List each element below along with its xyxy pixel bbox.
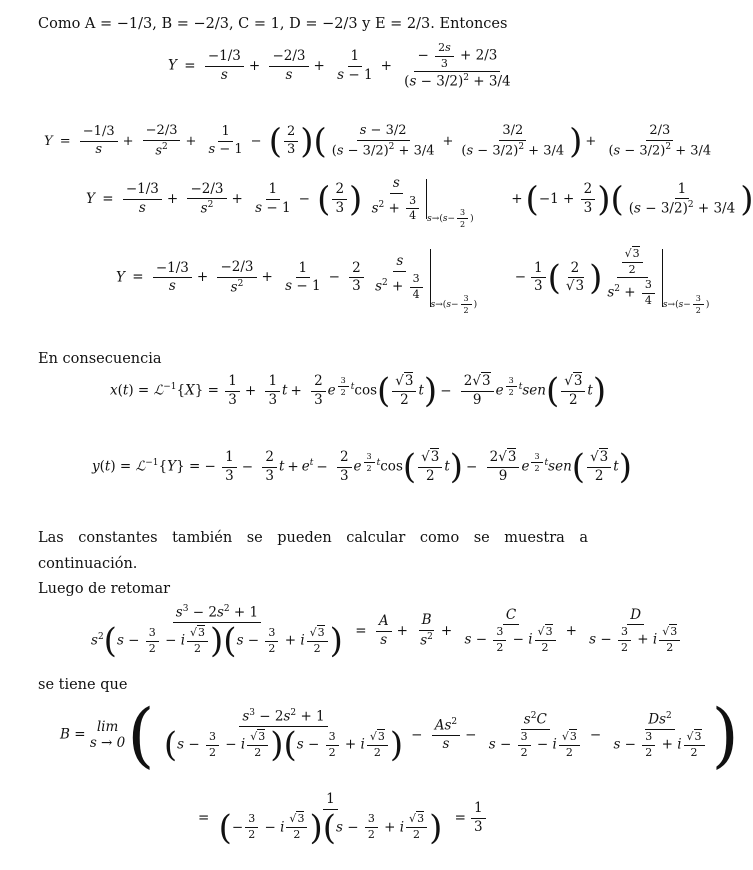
- equation-b-result: = 1 (− $\frac{3}{2}$ − i $\frac{√3}{2}$ )(s − $\frac{3}{2}$ + i $\frac{√3}{2}$ ) = $\frac{1}{3}$: [198, 792, 488, 845]
- equation-y-partial-fractions: Y = $\frac{-1/3}{s}$ + $\frac{-2/3}{s}$ + $\frac{1}{s - 1}$ + − $\frac{2s}{3}$ + 2/3 $(s - 3/2)^2 + 3/4$: [168, 41, 511, 90]
- constantes-text: Las constantes también se pueden calcular como se muestra a: [38, 530, 588, 546]
- equation-y-shifted-1: Y = $\frac{-1/3}{s}$ + $\frac{-2/3}{s^2}$ + $\frac{1}{s - 1}$ − ( $\frac{2}{3}$ ) s $s^2$ + $\frac{3}{4}$ $_{s\to(s- \frac{3}{2} )}$ +(−1 + $\frac{2}{3}$ )( $\frac{1}{(s - 3/2)^2 + 3/4}$ ): [86, 175, 753, 229]
- equation-b-limit: B = lim s → 0 ( $s^3 - 2s^2 + 1$ (s − $\frac{3}{2}$ − i $\frac{√3}{2}$ )(s − $\frac{3}{2}$ + i $\frac{√3}{2}$ ) − $\frac{As^2}{s}$ − $s^2C$ s − $\frac{3}{2}$ − i $\frac{√3}{2}$ − Ds$^2$ s − $\frac{3}{2}$ + i $\frac{√3}{2}$ ): [60, 694, 739, 776]
- setiene-text: se tiene que: [38, 677, 128, 693]
- consecuencia-text: En consecuencia: [38, 351, 162, 367]
- intro-text: Como A = −1/3, B = −2/3, C = 1, D = −2/3 y E = 2/3. Entonces: [38, 16, 508, 32]
- equation-complex-partial-fractions: $s^3 - 2s^2 + 1$ $s^2(s$ − $\frac{3}{2}$ − i $\frac{√3}{2}$ )(s − $\frac{3}{2}$ + i $\frac{√3}{2}$ ) = $\frac{A}{s}$ + $\frac{B}{s^2}$ + C s − $\frac{3}{2}$ − i $\frac{√3}{2}$ + D s − $\frac{3}{2}$ + i $\frac{√3}{2}$: [86, 604, 687, 658]
- continuacion-text: continuación.: [38, 556, 138, 572]
- luego-text: Luego de retomar: [38, 581, 171, 597]
- equation-x-t: x(t) = ℒ$^{-1}${X} = $\frac{1}{3}$ + $\frac{1}{3}$ t + $\frac{2}{3}$ e $^{\frac{3}{2} t}$cos( $\frac{√3}{2}$ t) − $\frac{2√3}{9}$ e $^{\frac{3}{2} t}$sen( $\frac{√3}{2}$ t): [110, 371, 607, 412]
- equation-y-expanded: Y = $\frac{-1/3}{s}$ + $\frac{-2/3}{s^2}$ + $\frac{1}{s - 1}$ − ( $\frac{2}{3}$ )( $\frac{s - 3/2}{(s - 3/2)^2 + 3/4}$ + $\frac{3/2}{(s - 3/2)^2 + 3/4}$ ) + $\frac{2/3}{(s - 3/2)^2 + 3/4}$: [44, 121, 712, 162]
- equation-y-t: y(t) = ℒ$^{-1}${Y} = − $\frac{1}{3}$ − $\frac{2}{3}$ $t + e^t$ − $\frac{2}{3}$ e $^{\frac{3}{2} t}$cos( $\frac{√3}{2}$ t) − $\frac{2√3}{9}$ e $^{\frac{3}{2} t}$sen( $\frac{√3}{2}$ t): [92, 447, 632, 488]
- equation-y-shifted-2: Y = $\frac{-1/3}{s}$ + $\frac{-2/3}{s^2}$ + $\frac{1}{s - 1}$ − $\frac{2}{3}$ s $s^2$ + $\frac{3}{4}$ $_{s\to(s- \frac{3}{2} )}$ − $\frac{1}{3}$ ( $\frac{2}{√3}$ ) $\frac{√3}{2}$ $s^2$ + $\frac{3}{4}$ $_{s\to(s- \frac{3}{2} )}$: [116, 247, 710, 316]
